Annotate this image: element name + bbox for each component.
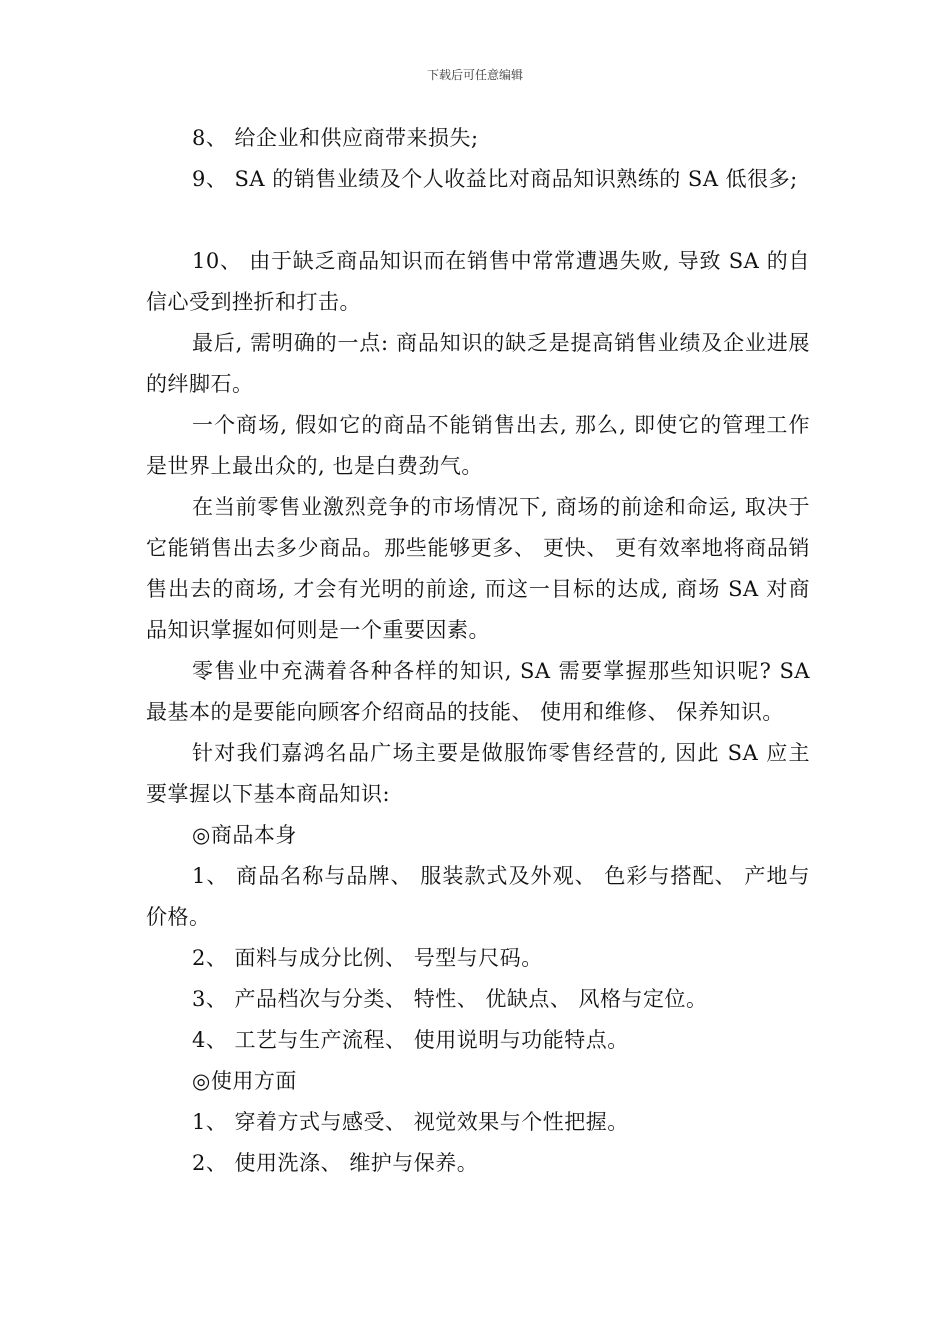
list-item: 1、 穿着方式与感受、 视觉效果与个性把握。 <box>192 1110 629 1134</box>
paragraph: 10、 由于缺乏商品知识而在销售中常常遭遇失败, 导致 SA 的自信心受到挫折和打击。 <box>146 249 810 314</box>
paragraph: 在当前零售业激烈竞争的市场情况下, 商场的前途和命运, 取决于它能销售出去多少商品。那些能够更多、 更快、 更有效率地将商品销售出去的商场, 才会有光明的前途, 而这一目标的达成, 商场 SA 对商品知识掌握如何则是一个重要因素。 <box>146 495 810 642</box>
blank-line <box>146 200 810 241</box>
paragraph: 最后, 需明确的一点: 商品知识的缺乏是提高销售业绩及企业进展的绊脚石。 <box>146 331 810 396</box>
paragraph: 一个商场, 假如它的商品不能销售出去, 那么, 即使它的管理工作是世界上最出众的, 也是白费劲气。 <box>146 413 810 478</box>
document-body <box>146 118 810 1184</box>
section-heading: ◎商品本身 <box>192 823 297 847</box>
list-item: 2、 面料与成分比例、 号型与尺码。 <box>192 946 543 970</box>
list-item: 1、 商品名称与品牌、 服装款式及外观、 色彩与搭配、 产地与价格。 <box>146 864 810 929</box>
paragraph: 针对我们嘉鸿名品广场主要是做服饰零售经营的, 因此 SA 应主要掌握以下基本商品知识: <box>146 741 810 806</box>
list-item: 3、 产品档次与分类、 特性、 优缺点、 风格与定位。 <box>192 987 708 1011</box>
list-item: 4、 工艺与生产流程、 使用说明与功能特点。 <box>192 1028 629 1052</box>
list-item: 2、 使用洗涤、 维护与保养。 <box>192 1151 479 1175</box>
paragraph: 零售业中充满着各种各样的知识, SA 需要掌握那些知识呢? SA 最基本的是要能向顾客介绍商品的技能、 使用和维修、 保养知识。 <box>146 659 810 724</box>
section-heading: ◎使用方面 <box>192 1069 297 1093</box>
page-header: 下载后可任意编辑 <box>426 68 523 82</box>
paragraph: 9、 SA 的销售业绩及个人收益比对商品知识熟练的 SA 低很多; <box>192 167 798 191</box>
paragraph: 8、 给企业和供应商带来损失; <box>192 126 479 150</box>
